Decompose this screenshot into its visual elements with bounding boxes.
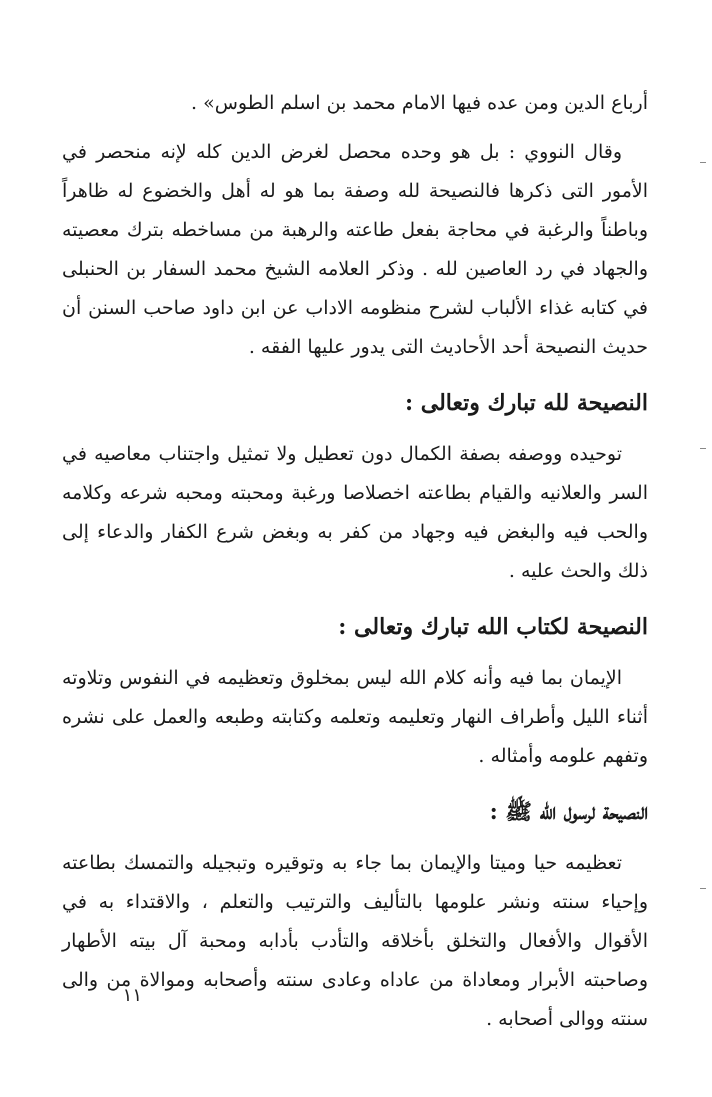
section-heading-messenger: النصيحة لرسول الله ﷺ : bbox=[489, 799, 648, 825]
page-number: ١١ bbox=[122, 985, 142, 1006]
paragraph-continuation: أرباع الدين ومن عده فيها الامام محمد بن اسلم الطوس» . bbox=[191, 92, 648, 114]
edge-tick-mark bbox=[700, 888, 706, 889]
section-body-book: الإيمان بما فيه وأنه كلام الله ليس بمخلوق وتعظيمه في النفوس وتلاوته أثناء الليل وأطراف النهار وتعليمه وتعلمه وكتابته وطبعه والعمل على نشره وتفهم علومه وأمثاله . bbox=[62, 667, 648, 767]
section-body-messenger: تعظيمه حيا وميتا والإيمان بما جاء به وتوقيره وتبجيله والتمسك بطاعته وإحياء سنته ونشر علومها بالتأليف والترتيب والتعلم ، والاقتداء به في الأقوال والأفعال والتخلق بأخلاقه والتأدب بأدابه ومحبة آل بيته الأطهار وصاحبته الأبرار ومعاداة من عاداه وعادى سنته وأصحابه وموالاة من والى سنته ووالى أصحابه . bbox=[62, 852, 648, 1030]
section-body-allah: توحيده ووصفه بصفة الكمال دون تعطيل ولا تمثيل واجتناب معاصيه في السر والعلانيه والقيام بطاعته اخصلاصا ورغبة ومحبته ومحبه شرعه وكلامه والحب فيه والبغض فيه وجهاد من كفر به وبغض شرع الكفار والدعاء إلى ذلك والحث عليه . bbox=[62, 443, 648, 582]
page-content bbox=[62, 84, 648, 1039]
section-heading-allah: النصيحة لله تبارك وتعالى : bbox=[404, 390, 648, 416]
paragraph-nawawi: وقال النووي : بل هو وحده محصل لغرض الدين كله لإنه منحصر في الأمور التى ذكرها فالنصيحة لله وصفة بما هو له أهل والخضوع له ظاهراً وباطناً والرغبة في محاجة بفعل طاعته والرهبة من مساخطه بترك معصيته والجهاد في رد العاصين لله . وذكر العلامه الشيخ محمد السفار بن الحنبلى في كتابه غذاء الألباب لشرح منظومه الاداب عن ابن داود صاحب السنن أن حديث النصيحة أحد الأحاديث التى يدور عليها الفقه . bbox=[62, 141, 648, 358]
edge-tick-mark bbox=[700, 448, 706, 449]
section-heading-book: النصيحة لكتاب الله تبارك وتعالى : bbox=[338, 614, 648, 640]
edge-tick-mark bbox=[700, 162, 706, 163]
